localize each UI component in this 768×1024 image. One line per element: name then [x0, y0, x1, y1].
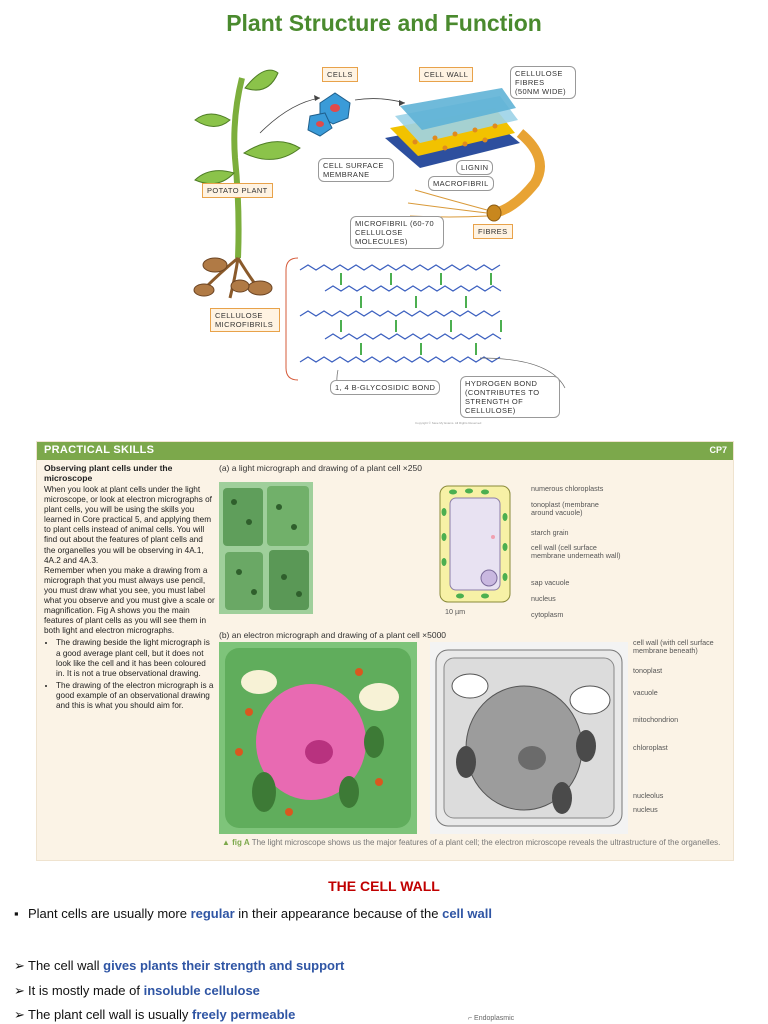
corner-note-text: Endoplasmic [474, 1015, 515, 1022]
practical-bullet: • The drawing of the electron micrograph is a good example of an observational drawing and this is what you should aim for. [56, 681, 216, 711]
bullet-line-4 [14, 1007, 295, 1023]
label-numerous-chloroplasts: numerous chloroplasts [531, 484, 604, 493]
light-micrograph [219, 482, 313, 614]
practical-paragraph-1: When you look at plant cells under the light microscope, or look at electron micrographs of plant cells, you will be using the skills you learned in Core practical 5, and applying them to plant cells instead of animal cells. You will find out about the features of plant cells and the organelles you will be observing in 4A.1, 4A.2 and 4A.3. [44, 485, 212, 565]
bullet-line-1 [14, 906, 492, 921]
label-cell-wall: CELL WALL [419, 67, 473, 82]
arrow-bullet-icon: ➢ [14, 983, 25, 998]
warning-icon: ▲ [222, 838, 233, 847]
label-cell-wall-b: cell wall (with cell surface membrane beneath) [633, 638, 714, 655]
label-fibres: FIBRES [473, 224, 513, 239]
caption-a: (a) a light micrograph and drawing of a plant cell ×250 [219, 463, 422, 473]
bullet-line-3 [14, 983, 260, 999]
section-heading: THE CELL WALL [328, 878, 440, 894]
arrow-bullet-icon: ➢ [14, 1007, 25, 1022]
scale-bar-label: 10 µm [445, 607, 466, 616]
fig-caption-text: The light microscope shows us the major features of a plant cell; the electron microscope reveals the ultrastructure of the organelles. [251, 838, 721, 847]
cell-wall-structure-diagram [190, 58, 585, 428]
practical-paragraph-2: Remember when you make a drawing from a micrograph that you must always use pencil, you must draw what you see, you must label what you observe and you must give a scale or magnification. Fig A shows you the main features of plant cells as you will see them in both light and electron micrographs. [44, 565, 215, 636]
highlight-permeable: freely permeable [192, 1007, 296, 1022]
label-microfibril: MICROFIBRIL (60-70 CELLULOSE MOLECULES) [350, 216, 444, 249]
label-cell-surface-membrane: CELL SURFACE MEMBRANE [318, 158, 394, 182]
label-hydrogen-bond: HYDROGEN BOND (CONTRIBUTES TO STRENGTH OF CELLULOSE) [460, 376, 560, 418]
hydrogen-bonds [340, 273, 502, 355]
svg-text:Copyright © Save My Exams. All: Copyright © Save My Exams. All Rights Reserved [415, 421, 482, 425]
label-sap-vacuole: sap vacuole [531, 578, 570, 587]
label-cells: CELLS [322, 67, 358, 82]
label-mitochondrion: mitochondrion [633, 715, 679, 724]
practical-skills-header [37, 442, 733, 460]
figure-caption [222, 838, 722, 848]
practical-bullet: • The drawing beside the light micrograph is a good average plant cell, but it does not look like the cell and it has been coloured in. It is not a true observational drawing. [56, 638, 216, 678]
arrow-bullet-icon: ➢ [14, 958, 25, 973]
label-cytoplasm: cytoplasm [531, 610, 564, 619]
caption-b: (b) an electron micrograph and drawing of a plant cell ×5000 [219, 630, 447, 640]
label-potato-plant: POTATO PLANT [202, 183, 273, 198]
line-text: in their appearance because of the [234, 906, 443, 921]
line-text: The cell wall [28, 958, 104, 973]
label-tonoplast: tonoplast (membrane around vacuole) [531, 500, 599, 517]
label-starch-grain: starch grain [531, 528, 569, 537]
bullet-line-2 [14, 958, 344, 974]
label-cell-wall: cell wall (cell surface membrane underneath wall) [531, 543, 621, 560]
page-title: Plant Structure and Function [226, 10, 542, 36]
cellulose-chains [300, 265, 501, 362]
label-nucleus: nucleus [531, 594, 556, 603]
practical-skills-title: PRACTICAL SKILLS [44, 444, 155, 456]
corner-note: ⌐ Endoplasmic [468, 1015, 515, 1022]
label-nucleolus: nucleolus [633, 791, 664, 800]
cell-wall-layers-illustration [385, 88, 520, 168]
label-glycosidic-bond: 1, 4 Β-GLYCOSIDIC BOND [330, 380, 440, 395]
line-text: It is mostly made of [28, 983, 144, 998]
practical-subheading: Observing plant cells under the microscope [44, 463, 173, 483]
practical-text-column [44, 463, 216, 713]
highlight-cell-wall: cell wall [442, 906, 492, 921]
label-macrofibril: MACROFIBRIL [428, 176, 494, 191]
label-tonoplast-b: tonoplast [633, 666, 663, 675]
highlight-cellulose: insoluble cellulose [143, 983, 260, 998]
highlight-strength: gives plants their strength and support [103, 958, 345, 973]
practical-bullets [44, 638, 216, 711]
label-cellulose-microfibrils: CELLULOSE MICROFIBRILS [210, 308, 280, 332]
electron-micrograph [219, 642, 417, 834]
practical-skills-box [36, 441, 734, 861]
line-text: The plant cell wall is usually [28, 1007, 193, 1022]
highlight-regular: regular [190, 906, 235, 921]
label-nucleus-b: nucleus [633, 805, 658, 814]
fig-label: fig A [232, 838, 250, 847]
plant-cell-drawing-electron [430, 642, 628, 834]
plant-cell-drawing-light [435, 482, 525, 606]
label-cellulose-fibres: CELLULOSE FIBRES (50NM WIDE) [510, 66, 576, 99]
label-chloroplast: chloroplast [633, 743, 668, 752]
line-text: Plant cells are usually more [28, 906, 191, 921]
practical-code: CP7 [709, 445, 727, 455]
label-vacuole: vacuole [633, 688, 658, 697]
square-bullet-icon: ▪ [14, 906, 19, 921]
label-lignin: LIGNIN [456, 160, 493, 175]
